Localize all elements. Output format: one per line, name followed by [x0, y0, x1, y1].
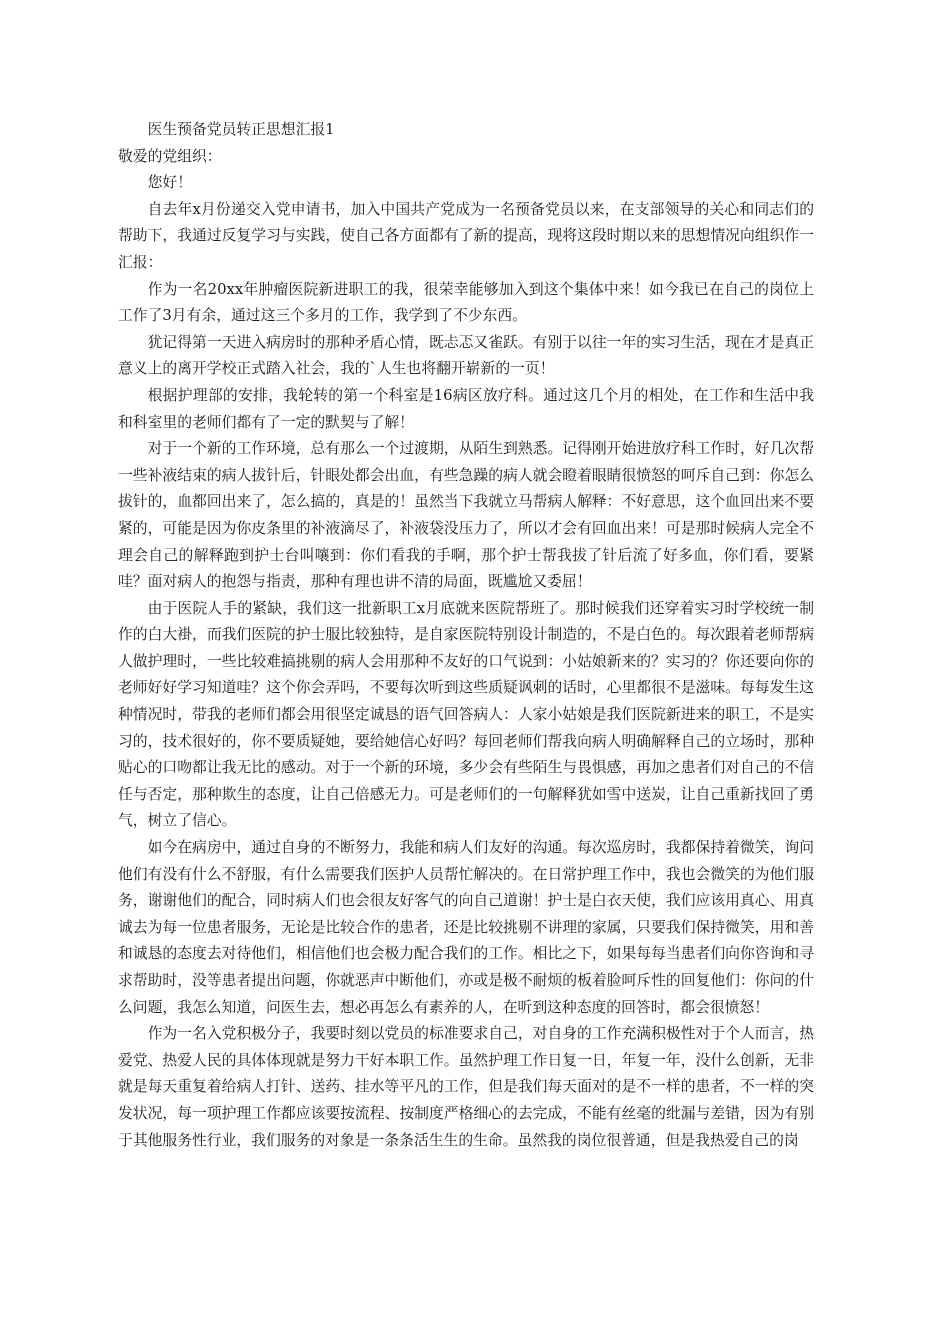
paragraph: 自去年x月份递交入党申请书，加入中国共产党成为一名预备党员以来，在支部领导的关心和同志们的帮助下，我通过反复学习与实践，使自己各方面都有了新的提高，现将这段时期以来的思想情况向组织作一汇报： [118, 200, 814, 271]
salutation: 敬爱的党组织： [118, 147, 222, 165]
paragraph: 如今在病房中，通过自身的不断努力，我能和病人们友好的沟通。每次巡房时，我都保持着微笑，询问他们有没有什么不舒服，有什么需要我们医护人员帮忙解决的。在日常护理工作中，我也会微笑的为他们服务，谢谢他们的配合，同时病人们也会很友好客气的向自己道谢！护士是白衣天使，我们应该用真心、用真诚去为每一位患者服务，无论是比较合作的患者，还是比较挑剔不讲理的家属，只要我们保持微笑，用和善和诚恳的态度去对待他们，相信他们也会极力配合我们的工作。相比之下，如果每每当患者们向你咨询和寻求帮助时，没等患者提出问题，你就恶声中断他们，亦或是极不耐烦的板着脸呵斥性的回复他们：你问的什么问题，我怎么知道，问医生去，想必再怎么有素养的人，在听到这种态度的回答时，都会很愤怒！ [118, 839, 814, 1016]
document-title: 医生预备党员转正思想汇报1 [147, 121, 335, 138]
paragraph: 作为一名入党积极分子，我要时刻以党员的标准要求自己，对自身的工作充满积极性对于个人而言，热爱党、热爱人民的具体体现就是努力干好本职工作。虽然护理工作日复一日，年复一年，没什么创新，无非就是每天重复着给病人打针、送药、挂水等平凡的工作，但是我们每天面对的是不一样的患者，不一样的突发状况，每一项护理工作都应该要按流程、按制度严格细心的去完成，不能有丝毫的纰漏与差错，因为有别于其他服务性行业，我们服务的对象是一条条活生生的生命。虽然我的岗位很普通，但是我热爱自己的岗 [118, 1025, 814, 1149]
paragraph: 由于医院人手的紧缺，我们这一批新职工x月底就来医院帮班了。那时候我们还穿着实习时学校统一制作的白大褂，而我们医院的护士服比较独特，是自家医院特别设计制造的，不是白色的。每次跟着老师帮病人做护理时，一些比较难搞挑剔的病人会用那种不友好的口气说到：小姑娘新来的？实习的？你还要向你的老师好好学习知道哇？这个你会弄吗，不要每次听到这些质疑讽刺的话时，心里都很不是滋味。每每发生这种情况时，带我的老师们都会用很坚定诚恳的语气回答病人：人家小姑娘是我们医院新进来的职工，不是实习的，技术很好的，你不要质疑她，要给她信心好吗？每回老师们帮我向病人明确解释自己的立场时，那种贴心的口吻都让我无比的感动。对于一个新的环境，多少会有些陌生与畏惧感，再加之患者们对自己的不信任与否定，那种欺生的态度，让自己倍感无力。可是老师们的一句解释犹如雪中送炭，让自己重新找回了勇气，树立了信心。 [118, 599, 814, 830]
greeting: 您好！ [147, 174, 192, 192]
document-body [118, 117, 814, 1154]
paragraph: 对于一个新的工作环境，总有那么一个过渡期，从陌生到熟悉。记得刚开始进放疗科工作时，好几次帮一些补液结束的病人拔针后，针眼处都会出血，有些急躁的病人就会瞪着眼睛很愤怒的呵斥自己到：你怎么拔针的，血都回出来了，怎么搞的，真是的！虽然当下我就立马帮病人解释：不好意思，这个血回出来不要紧的，可能是因为你皮条里的补液滴尽了，补液袋没压力了，所以才会有回血出来！可是那时候病人完全不理会自己的解释跑到护士台叫嚷到：你们看我的手啊，那个护士帮我拔了针后流了好多血，你们看，要紧哇？面对病人的抱怨与指责，那种有理也讲不清的局面，既尴尬又委屈！ [118, 440, 814, 591]
paragraph: 犹记得第一天进入病房时的那种矛盾心情，既忐忑又雀跃。有别于以往一年的实习生活，现在才是真正意义上的离开学校正式踏入社会，我的`人生也将翻开崭新的一页！ [118, 333, 814, 378]
paragraph: 作为一名20xx年肿瘤医院新进职工的我，很荣幸能够加入到这个集体中来！如今我已在自己的岗位上工作了3月有余，通过这三个多月的工作，我学到了不少东西。 [118, 280, 814, 325]
paragraph: 根据护理部的安排，我轮转的第一个科室是16病区放疗科。通过这几个月的相处，在工作和生活中我和科室里的老师们都有了一定的默契与了解！ [118, 386, 814, 431]
